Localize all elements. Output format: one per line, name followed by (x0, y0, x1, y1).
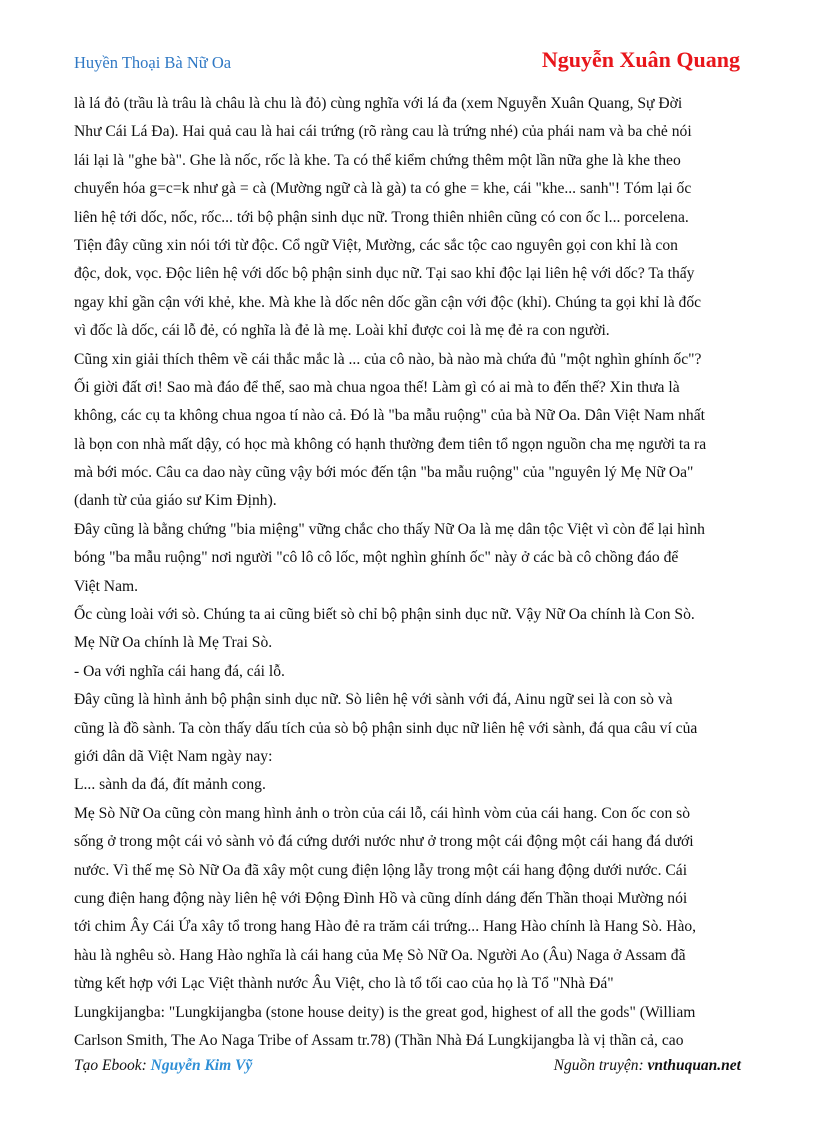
source-separator: : (638, 1057, 648, 1074)
text-line: từng kết hợp với Lạc Việt thành nước Âu Việt, cho là tổ tối cao của họ là Tổ "Nhà Đá" (74, 975, 614, 993)
footer-ebook-credit (74, 1057, 252, 1075)
source-label: Nguồn truyện (553, 1057, 639, 1074)
text-line: liên hệ tới dốc, nốc, rốc... tới bộ phận sinh dục nữ. Trong thiên nhiên cũng có con ốc l... porcelena. (74, 208, 689, 226)
text-line: chuyển hóa g=c=k như gà = cà (Mường ngữ cà là gà) ta có ghe = khe, cái "khe... sanh"! Tóm lại ốc (74, 180, 692, 198)
text-line: Ốc cùng loài với sò. Chúng ta ai cũng biết sò chỉ bộ phận sinh dục nữ. Vậy Nữ Oa chính là Con Sò. (74, 606, 695, 624)
text-line: Mẹ Sò Nữ Oa cũng còn mang hình ảnh o tròn của cái lỗ, cái hình vòm của cái hang. Con ốc con sò (74, 804, 691, 822)
text-line: Tiện đây cũng xin nói tới từ độc. Cổ ngữ Việt, Mường, các sắc tộc cao nguyên gọi con khỉ là con (74, 236, 678, 254)
source-site-link[interactable]: vnthuquan.net (647, 1057, 741, 1074)
text-line: Carlson Smith, The Ao Naga Tribe of Assam tr.78) (Thần Nhà Đá Lungkijangba là vị thần cả, cao (74, 1031, 684, 1049)
text-line: nước. Vì thế mẹ Sò Nữ Oa đã xây một cung điện lộng lẫy trong một cái hang động dưới nước. Cái (74, 861, 688, 879)
text-line: vì đốc là dốc, cái lỗ đẻ, có nghĩa là đẻ là mẹ. Loài khỉ được coi là mẹ đẻ ra con người. (74, 322, 610, 340)
text-line: sống ở trong một cái vỏ sành vỏ đá cứng dưới nước như ở trong một cái động một cái hang đá dưới (74, 833, 694, 851)
text-line: Như Cái Lá Đa). Hai quả cau là hai cái trứng (rõ ràng cau là trứng nhé) của phái nam và ba chẻ nói (74, 123, 692, 141)
text-line: bóng "ba mẫu ruộng" nơi người "cô lô cô lốc, một nghìn ghính ốc" này ở các bà cô chồng đáo để (74, 549, 679, 567)
body-text (74, 90, 746, 1055)
footer-source-credit (554, 1057, 741, 1075)
text-line: Mẹ Nữ Oa chính là Mẹ Trai Sò. (74, 634, 273, 652)
text-line: là lá đỏ (trầu là trâu là châu là chu là đỏ) cùng nghĩa với lá đa (xem Nguyễn Xuân Quang, Sự Đời (74, 95, 683, 112)
text-line: lái lại là "ghe bà". Ghe là nốc, rốc là khe. Ta có thể kiểm chứng thêm một lần nữa ghe là khe theo (74, 151, 681, 169)
ebook-author: Nguyễn Kim Vỹ (150, 1057, 253, 1074)
text-line: Việt Nam. (74, 577, 139, 595)
text-line: (danh từ của giáo sư Kim Định). (74, 492, 277, 510)
text-line: L... sành da đá, đít mảnh cong. (74, 776, 266, 794)
text-line: Ối giời đất ơi! Sao mà đáo để thế, sao mà chua ngoa thế! Làm gì có ai mà to đến thế? Xin thưa là (74, 378, 680, 396)
ebook-label: Tạo Ebook (74, 1057, 142, 1074)
text-line: - Oa với nghĩa cái hang đá, cái lỗ. (74, 662, 285, 680)
text-line: không, các cụ ta không chua ngoa tí nào cả. Đó là "ba mẫu ruộng" của bà Nữ Oa. Dân Việt Nam nhất (74, 407, 705, 425)
text-line: là bọn con nhà mất dậy, có học mà không có hạnh thường đem tiên tổ ngọn nguồn cha mẹ người ta ra (74, 435, 707, 453)
text-line: ngay khỉ gần cận với khẻ, khe. Mà khe là dốc nên dốc gần cận với độc (khỉ). Chúng ta gọi khỉ là đốc (74, 293, 702, 311)
text-line: cũng là đồ sành. Ta còn thấy dấu tích của sò bộ phận sinh dục nữ liên hệ với sành, đá qua câu ví của (74, 719, 698, 737)
text-line: độc, dok, vọc. Độc liên hệ với dốc bộ phận sinh dục nữ. Tại sao khỉ độc lại liên hệ với dốc? Ta thấy (74, 265, 695, 283)
author-name: Nguyễn Xuân Quang (541, 47, 740, 72)
text-line: Đây cũng là hình ảnh bộ phận sinh dục nữ. Sò liên hệ với sành với đá, Ainu ngữ sei là con sò và (74, 691, 673, 709)
text-line: Đây cũng là bằng chứng "bia miệng" vững chắc cho thấy Nữ Oa là mẹ dân tộc Việt vì còn để lại hình (74, 520, 705, 538)
text-line: Cũng xin giải thích thêm về cái thắc mắc là ... của cô nào, bà nào mà chứa đủ "một nghìn ghính ốc"? (74, 350, 702, 368)
text-line: Lungkijangba: "Lungkijangba (stone house deity) is the great god, highest of all the gods" (William (74, 1003, 696, 1021)
text-line: giới dân dã Việt Nam ngày nay: (74, 747, 273, 765)
ebook-separator: : (141, 1057, 151, 1074)
text-line: hàu là nghêu sò. Hang Hào nghĩa là cái hang của Mẹ Sò Nữ Oa. Người Ao (Âu) Naga ở Assam đã (74, 946, 686, 964)
text-line: tới chim Ây Cái Ứa xây tổ trong hang Hào đẻ ra trăm cái trứng... Hang Hào chính là Hang Sò. Hào, (74, 918, 697, 936)
text-line: cung điện hang động này liên hệ với Động Đình Hồ và cũng dính dáng đến Thần thoại Mường nói (74, 889, 688, 907)
text-line: mà bới móc. Câu ca dao này cũng vậy bới móc đến tận "ba mẫu ruộng" của "nguyên lý Mẹ Nữ Oa" (74, 464, 694, 482)
book-title: Huyền Thoại Bà Nữ Oa (74, 53, 232, 72)
